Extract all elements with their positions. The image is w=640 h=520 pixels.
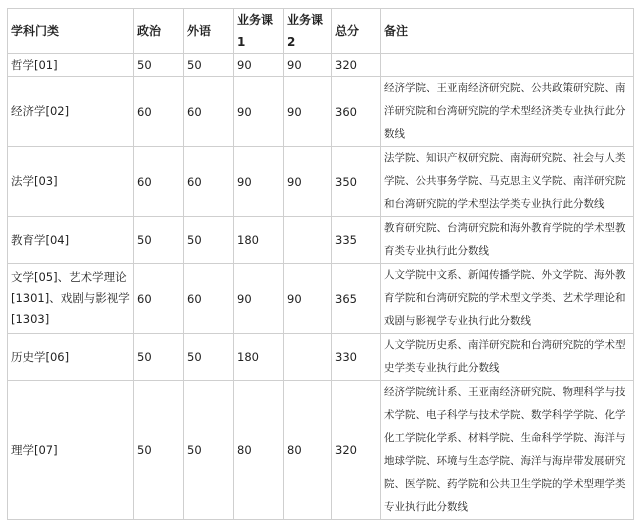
foreign-cell: 60	[184, 147, 234, 217]
course1-cell: 80	[234, 381, 284, 520]
subject-cell: 文学[05]、艺术学理论[1301]、戏剧与影视学[1303]	[8, 264, 134, 334]
course2-cell: 90	[284, 77, 332, 147]
note-cell: 人文学院历史系、南洋研究院和台湾研究院的学术型史学类专业执行此分数线	[381, 334, 634, 381]
total-cell: 360	[332, 77, 381, 147]
course1-cell: 90	[234, 54, 284, 77]
total-cell: 365	[332, 264, 381, 334]
subject-cell: 历史学[06]	[8, 334, 134, 381]
politics-cell: 60	[134, 147, 184, 217]
course2-cell: 80	[284, 381, 332, 520]
course2-cell: 90	[284, 147, 332, 217]
table-row	[8, 381, 634, 520]
note-cell	[381, 54, 634, 77]
politics-cell: 50	[134, 381, 184, 520]
header-politics: 政治	[134, 9, 184, 54]
politics-cell: 50	[134, 217, 184, 264]
header-note: 备注	[381, 9, 634, 54]
subject-cell: 法学[03]	[8, 147, 134, 217]
subject-cell: 哲学[01]	[8, 54, 134, 77]
foreign-cell: 50	[184, 217, 234, 264]
header-subject: 学科门类	[8, 9, 134, 54]
foreign-cell: 50	[184, 381, 234, 520]
total-cell: 320	[332, 54, 381, 77]
course1-cell: 90	[234, 147, 284, 217]
table-row	[8, 217, 634, 264]
header-row	[8, 9, 634, 54]
total-cell: 330	[332, 334, 381, 381]
politics-cell: 60	[134, 264, 184, 334]
politics-cell: 50	[134, 54, 184, 77]
total-cell: 335	[332, 217, 381, 264]
subject-cell: 理学[07]	[8, 381, 134, 520]
course1-cell: 90	[234, 264, 284, 334]
course2-cell: 90	[284, 54, 332, 77]
course2-cell	[284, 217, 332, 264]
foreign-cell: 60	[184, 264, 234, 334]
table-row	[8, 334, 634, 381]
foreign-cell: 50	[184, 334, 234, 381]
header-foreign-language: 外语	[184, 9, 234, 54]
table-row	[8, 264, 634, 334]
score-table	[7, 8, 634, 520]
politics-cell: 50	[134, 334, 184, 381]
course2-cell	[284, 334, 332, 381]
note-cell: 人文学院中文系、新闻传播学院、外文学院、海外教育学院和台湾研究院的学术型文学类、艺术学理论和戏剧与影视学专业执行此分数线	[381, 264, 634, 334]
foreign-cell: 60	[184, 77, 234, 147]
header-total: 总分	[332, 9, 381, 54]
table-row	[8, 54, 634, 77]
course1-cell: 180	[234, 334, 284, 381]
note-cell: 经济学院、王亚南经济研究院、公共政策研究院、南洋研究院和台湾研究院的学术型经济类专业执行此分数线	[381, 77, 634, 147]
note-cell: 法学院、知识产权研究院、南海研究院、社会与人类学院、公共事务学院、马克思主义学院、南洋研究院和台湾研究院的学术型法学类专业执行此分数线	[381, 147, 634, 217]
total-cell: 350	[332, 147, 381, 217]
header-course-2: 业务课2	[284, 9, 332, 54]
course1-cell: 90	[234, 77, 284, 147]
header-course-1: 业务课1	[234, 9, 284, 54]
note-cell: 教育研究院、台湾研究院和海外教育学院的学术型教育类专业执行此分数线	[381, 217, 634, 264]
table-row	[8, 147, 634, 217]
table-row	[8, 77, 634, 147]
course1-cell: 180	[234, 217, 284, 264]
foreign-cell: 50	[184, 54, 234, 77]
politics-cell: 60	[134, 77, 184, 147]
note-cell: 经济学院统计系、王亚南经济研究院、物理科学与技术学院、电子科学与技术学院、数学科学学院、化学化工学院化学系、材料学院、生命科学学院、海洋与地球学院、环境与生态学院、海洋与海岸带发展研究院、医学院、药学院和公共卫生学院的学术型理学类专业执行此分数线	[381, 381, 634, 520]
total-cell: 320	[332, 381, 381, 520]
subject-cell: 教育学[04]	[8, 217, 134, 264]
course2-cell: 90	[284, 264, 332, 334]
subject-cell: 经济学[02]	[8, 77, 134, 147]
